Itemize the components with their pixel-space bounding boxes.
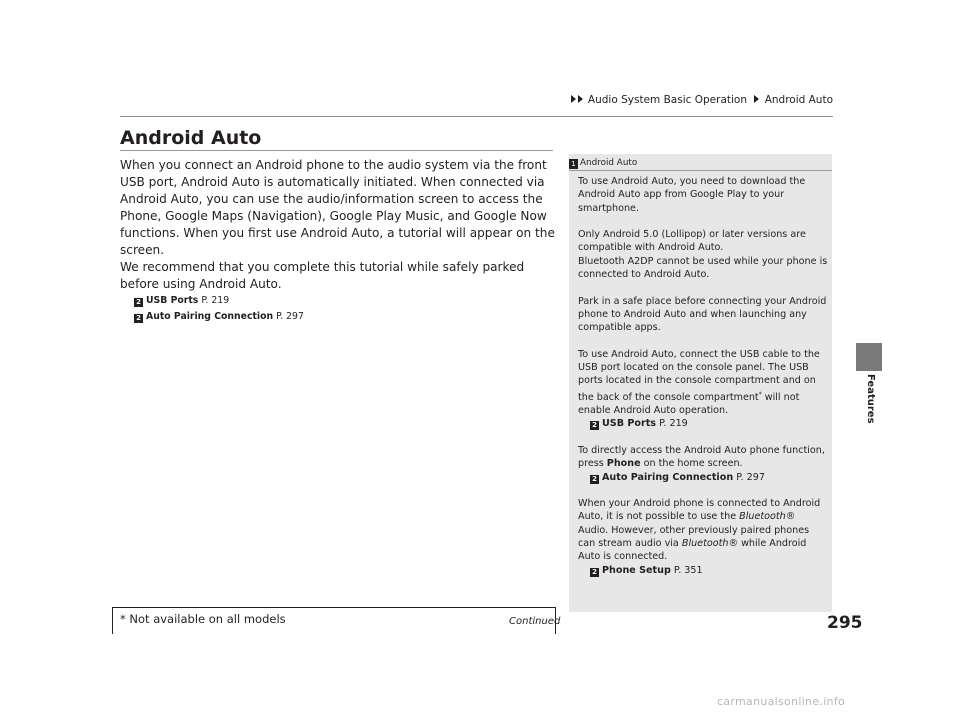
xref-page: P. 219 bbox=[201, 295, 230, 306]
breadcrumb-item: Audio System Basic Operation bbox=[587, 94, 747, 106]
sidebar-heading-text: Android Auto bbox=[580, 158, 638, 168]
paragraph: When you connect an Android phone to the audio system via the front USB port, Android Auto is automatically initiated. When connected via Android Auto, you can use the audio/information screen to access the Phone, Google Maps (Navigation), Google Play Music, and Google Now functions. When you first use Android Auto, a tutorial will appear on the screen. bbox=[120, 158, 555, 257]
reference-icon: 2 bbox=[590, 568, 599, 577]
arrow-icon bbox=[754, 95, 759, 103]
title-divider bbox=[120, 150, 553, 151]
cross-reference[interactable]: 2 Auto Pairing Connection P. 297 bbox=[590, 471, 828, 484]
arrow-icon bbox=[578, 95, 583, 103]
section-tab-label-wrap bbox=[856, 374, 882, 444]
paragraph: We recommend that you complete this tutorial while safely parked before using Android Auto. bbox=[120, 260, 525, 291]
sidebar-divider bbox=[569, 170, 832, 171]
note-number-icon: 1 bbox=[569, 159, 578, 169]
note-paragraph: When your Android phone is connected to Android Auto, it is not possible to use the Bluetooth® Audio. However, other previously paired phones can stream audio via Bluetooth® while Android Auto is connected. 2 Phone Setup P. 351 bbox=[578, 497, 828, 577]
reference-icon: 2 bbox=[590, 475, 599, 484]
page-number: 295 bbox=[827, 613, 863, 633]
reference-icon: 2 bbox=[590, 421, 599, 430]
sidebar-body bbox=[578, 175, 828, 590]
page-title: Android Auto bbox=[120, 127, 262, 149]
section-tab-label: Features bbox=[865, 374, 876, 424]
watermark: carmanualsonline.info bbox=[717, 695, 846, 708]
note-paragraph: Only Android 5.0 (Lollipop) or later versions are compatible with Android Auto. Bluetooth A2DP cannot be used while your phone is connected to Android Auto. bbox=[578, 229, 828, 281]
xref-label: Auto Pairing Connection bbox=[146, 311, 274, 322]
header-divider bbox=[120, 116, 833, 117]
sidebar-note bbox=[569, 154, 832, 612]
footnote: * Not available on all models bbox=[120, 612, 286, 626]
cross-reference[interactable] bbox=[134, 293, 556, 309]
main-content bbox=[120, 157, 556, 325]
note-paragraph: To directly access the Android Auto phone function, press Phone on the home screen. 2 Auto Pairing Connection P. 297 bbox=[578, 444, 828, 484]
cross-reference[interactable] bbox=[134, 309, 556, 325]
note-paragraph: Park in a safe place before connecting your Android phone to Android Auto and when launching any compatible apps. bbox=[578, 295, 827, 334]
xref-label: USB Ports bbox=[146, 295, 199, 306]
note-paragraph: To use Android Auto, you need to download the Android Auto app from Google Play to your smartphone. bbox=[578, 176, 806, 214]
reference-icon: 2 bbox=[134, 314, 143, 323]
section-tab bbox=[856, 343, 882, 371]
breadcrumb bbox=[571, 94, 833, 106]
reference-icon: 2 bbox=[134, 298, 143, 307]
breadcrumb-item: Android Auto bbox=[764, 94, 833, 106]
continued-label: Continued bbox=[509, 616, 561, 627]
sidebar-heading bbox=[569, 158, 832, 169]
cross-reference[interactable]: 2 Phone Setup P. 351 bbox=[590, 564, 828, 577]
xref-page: P. 297 bbox=[276, 311, 304, 322]
cross-reference[interactable]: 2 USB Ports P. 219 bbox=[590, 417, 828, 430]
note-paragraph: To use Android Auto, connect the USB cable to the USB port located on the console panel. The USB ports located in the console compartment and on the back of the console compartment* will not enable Android Auto operation. 2 USB Ports P. 219 bbox=[578, 348, 828, 431]
arrow-icon bbox=[571, 95, 576, 103]
